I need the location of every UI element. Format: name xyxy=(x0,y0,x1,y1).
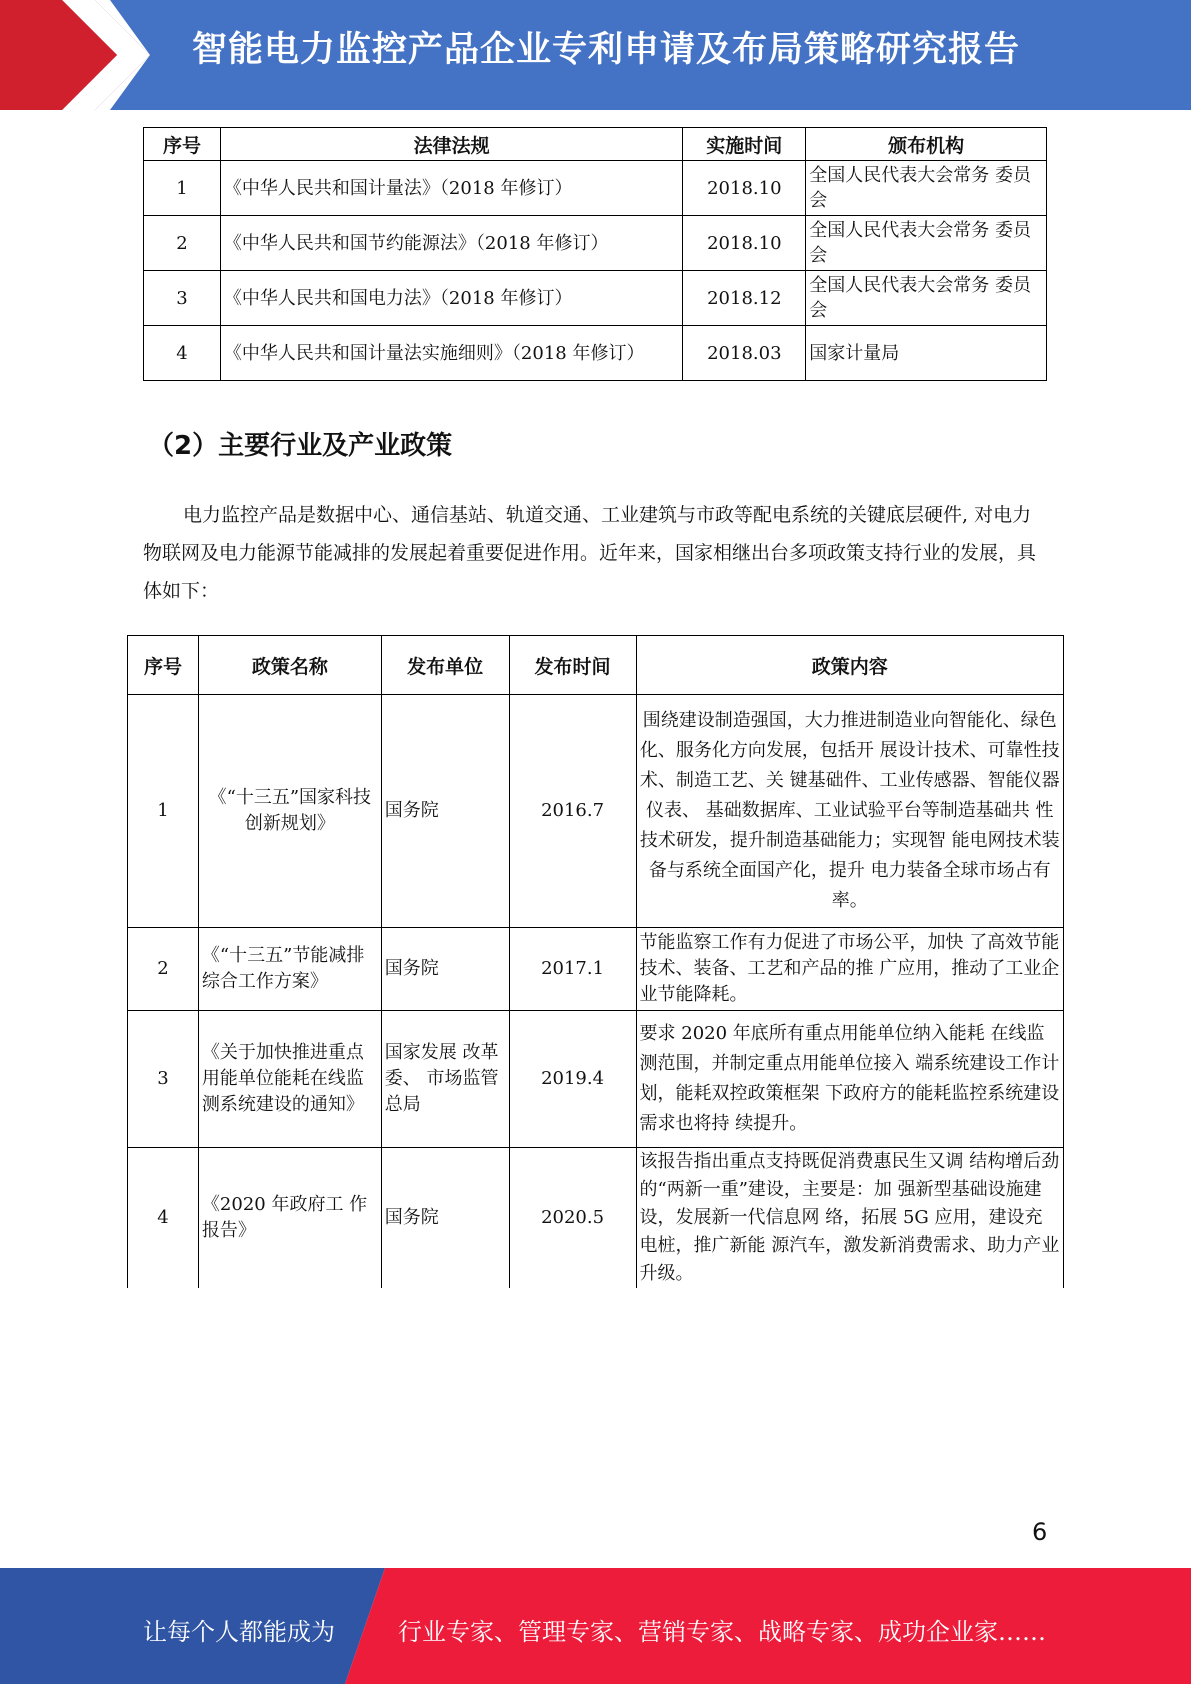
effective-date: 2018.10 xyxy=(683,161,806,216)
table-row xyxy=(144,216,1047,271)
header-cell: 发布单位 xyxy=(381,636,509,695)
law-table-header xyxy=(144,128,1047,161)
policy-content: 节能监察工作有力促进了市场公平，加快 了高效节能技术、装备、工艺和产品的推 广应用，推动了工业企业节能降耗。 xyxy=(636,928,1063,1011)
law-table xyxy=(143,127,1047,381)
header-red-arrow xyxy=(0,0,150,110)
effective-date: 2018.12 xyxy=(683,271,806,326)
header-cell: 发布时间 xyxy=(509,636,636,695)
header-cell: 序号 xyxy=(128,636,199,695)
issuing-agency: 全国人民代表大会常务 委员会 xyxy=(806,271,1047,326)
policy-content: 围绕建设制造强国，大力推进制造业向智能化、绿色化、服务化方向发展，包括开 展设计技术、可靠性技术、制造工艺、关 键基础件、工业传感器、智能仪器仪表、 基础数据库、工业试验平台等制造基础共 性技术研发，提升制造基础能力；实现智 能电网技术装备与系统全面国产化，提升 电力装备全球市场占有率。 xyxy=(636,695,1063,928)
policy-name: 《“十三五”节能减排综合工作方案》 xyxy=(198,928,381,1011)
law-name: 《中华人民共和国计量法》（2018 年修订） xyxy=(220,161,682,216)
row-number: 2 xyxy=(144,216,221,271)
policy-date: 2019.4 xyxy=(509,1011,636,1148)
table-row xyxy=(144,271,1047,326)
footer-banner xyxy=(0,1568,1191,1684)
header-banner xyxy=(0,0,1191,110)
header-cell: 法律法规 xyxy=(220,128,682,161)
policy-issuer: 国务院 xyxy=(381,695,509,928)
table-row xyxy=(144,161,1047,216)
table-row xyxy=(144,326,1047,381)
row-number: 4 xyxy=(144,326,221,381)
row-number: 3 xyxy=(128,1011,199,1148)
issuing-agency: 国家计量局 xyxy=(806,326,1047,381)
policy-date: 2017.1 xyxy=(509,928,636,1011)
policy-name: 《2020 年政府工 作报告》 xyxy=(198,1148,381,1289)
law-name: 《中华人民共和国电力法》（2018 年修订） xyxy=(220,271,682,326)
policy-content: 要求 2020 年底所有重点用能单位纳入能耗 在线监测范围，并制定重点用能单位接入 端系统建设工作计划，能耗双控政策框架 下政府方的能耗监控系统建设需求也将持 续提升。 xyxy=(636,1011,1063,1148)
header-cell: 实施时间 xyxy=(683,128,806,161)
row-number: 2 xyxy=(128,928,199,1011)
policy-issuer: 国家发展 改革委、 市场监管 总局 xyxy=(381,1011,509,1148)
policy-date: 2016.7 xyxy=(509,695,636,928)
effective-date: 2018.03 xyxy=(683,326,806,381)
policy-issuer: 国务院 xyxy=(381,928,509,1011)
policy-name: 《“十三五”国家科技创新规划》 xyxy=(198,695,381,928)
row-number: 1 xyxy=(128,695,199,928)
row-number: 1 xyxy=(144,161,221,216)
page-number: 6 xyxy=(1032,1518,1048,1546)
header-cell: 政策内容 xyxy=(636,636,1063,695)
policy-name: 《关于加快推进重点用能单位能耗在线监测系统建设的通知》 xyxy=(198,1011,381,1148)
table-row xyxy=(128,695,1064,928)
header-cell: 政策名称 xyxy=(198,636,381,695)
policy-date: 2020.5 xyxy=(509,1148,636,1289)
table-row xyxy=(128,1011,1064,1148)
issuing-agency: 全国人民代表大会常务 委员会 xyxy=(806,161,1047,216)
policy-issuer: 国务院 xyxy=(381,1148,509,1289)
policy-content: 该报告指出重点支持既促消费惠民生又调 结构增后劲的“两新一重”建设，主要是：加 强新型基础设施建设，发展新一代信息网 络，拓展 5G 应用，建设充电桩，推广新能 源汽车，激发新消费需求、助力产业升级。 xyxy=(636,1148,1063,1289)
table-row xyxy=(128,928,1064,1011)
footer-slogan-right: 行业专家、管理专家、营销专家、战略专家、成功企业家…… xyxy=(398,1618,1046,1646)
header-cell: 序号 xyxy=(144,128,221,161)
policy-table xyxy=(127,635,1064,1288)
law-name: 《中华人民共和国计量法实施细则》（2018 年修订） xyxy=(220,326,682,381)
table-row xyxy=(128,1148,1064,1289)
policy-table-header xyxy=(128,636,1064,695)
row-number: 4 xyxy=(128,1148,199,1289)
effective-date: 2018.10 xyxy=(683,216,806,271)
issuing-agency: 全国人民代表大会常务 委员会 xyxy=(806,216,1047,271)
intro-paragraph: 电力监控产品是数据中心、通信基站、轨道交通、工业建筑与市政等配电系统的关键底层硬件, 对电力物联网及电力能源节能减排的发展起着重要促进作用。近年来，国家相继出台多项政策支持行业的发展，具体如下： xyxy=(143,504,1037,602)
law-name: 《中华人民共和国节约能源法》（2018 年修订） xyxy=(220,216,682,271)
row-number: 3 xyxy=(144,271,221,326)
footer-slogan-left: 让每个人都能成为 xyxy=(143,1618,335,1646)
section-heading: （2）主要行业及产业政策 xyxy=(148,431,453,461)
header-cell: 颁布机构 xyxy=(806,128,1047,161)
report-title: 智能电力监控产品企业专利申请及布局策略研究报告 xyxy=(192,30,1021,70)
